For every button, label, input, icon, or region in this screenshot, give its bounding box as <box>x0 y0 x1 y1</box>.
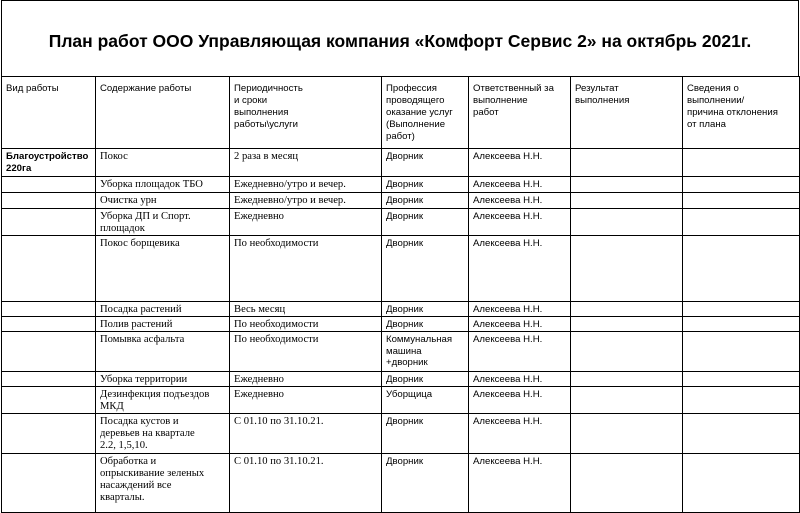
cell-period: Ежедневно <box>230 372 382 387</box>
cell-kind <box>2 414 96 454</box>
column-header: Вид работы <box>2 77 96 149</box>
cell-result <box>571 372 683 387</box>
cell-content: Обработка и опрыскивание зеленых насаждений все кварталы. <box>96 454 230 513</box>
cell-result <box>571 177 683 193</box>
cell-kind <box>2 372 96 387</box>
cell-result <box>571 209 683 236</box>
cell-period: Весь месяц <box>230 302 382 317</box>
work-plan-document <box>1 0 799 501</box>
cell-kind <box>2 302 96 317</box>
cell-content: Дезинфекция подъездов МКД <box>96 387 230 414</box>
cell-kind <box>2 236 96 302</box>
cell-result <box>571 332 683 372</box>
cell-content: Помывка асфальта <box>96 332 230 372</box>
cell-kind: Благоустройство 220га <box>2 149 96 177</box>
cell-period: С 01.10 по 31.10.21. <box>230 414 382 454</box>
cell-profession: Дворник <box>382 454 469 513</box>
cell-result <box>571 302 683 317</box>
cell-kind <box>2 209 96 236</box>
cell-responsible: Алексеева Н.Н. <box>469 236 571 302</box>
cell-notes <box>683 209 800 236</box>
cell-period: Ежедневно <box>230 209 382 236</box>
cell-content: Полив растений <box>96 317 230 332</box>
cell-notes <box>683 317 800 332</box>
table-row <box>2 414 800 454</box>
cell-kind <box>2 177 96 193</box>
cell-content: Покос <box>96 149 230 177</box>
cell-profession: Дворник <box>382 193 469 209</box>
cell-period: 2 раза в месяц <box>230 149 382 177</box>
cell-content: Очистка урн <box>96 193 230 209</box>
cell-result <box>571 317 683 332</box>
cell-kind <box>2 193 96 209</box>
cell-notes <box>683 149 800 177</box>
cell-responsible: Алексеева Н.Н. <box>469 387 571 414</box>
table-header-row <box>2 77 800 149</box>
cell-profession: Дворник <box>382 302 469 317</box>
cell-result <box>571 387 683 414</box>
cell-result <box>571 149 683 177</box>
table-row <box>2 209 800 236</box>
column-header: Периодичность и сроки выполнения работы\услуги <box>230 77 382 149</box>
cell-kind <box>2 332 96 372</box>
cell-result <box>571 454 683 513</box>
cell-responsible: Алексеева Н.Н. <box>469 302 571 317</box>
cell-notes <box>683 387 800 414</box>
cell-content: Посадка кустов и деревьев на квартале 2.2, 1,5,10. <box>96 414 230 454</box>
cell-responsible: Алексеева Н.Н. <box>469 454 571 513</box>
table-row <box>2 387 800 414</box>
cell-profession: Уборщица <box>382 387 469 414</box>
table-row <box>2 317 800 332</box>
cell-responsible: Алексеева Н.Н. <box>469 149 571 177</box>
cell-period: Ежедневно <box>230 387 382 414</box>
cell-notes <box>683 302 800 317</box>
cell-period: По необходимости <box>230 332 382 372</box>
document-title: План работ ООО Управляющая компания «Комфорт Сервис 2» на октябрь 2021г. <box>1 1 799 76</box>
cell-notes <box>683 332 800 372</box>
cell-notes <box>683 193 800 209</box>
cell-profession: Коммунальная машина +дворник <box>382 332 469 372</box>
column-header: Результат выполнения <box>571 77 683 149</box>
cell-period: Ежедневно/утро и вечер. <box>230 193 382 209</box>
cell-responsible: Алексеева Н.Н. <box>469 317 571 332</box>
cell-notes <box>683 372 800 387</box>
cell-responsible: Алексеева Н.Н. <box>469 193 571 209</box>
table-row <box>2 149 800 177</box>
table-row <box>2 236 800 302</box>
cell-notes <box>683 454 800 513</box>
table-row <box>2 454 800 513</box>
cell-profession: Дворник <box>382 177 469 193</box>
cell-profession: Дворник <box>382 236 469 302</box>
cell-period: По необходимости <box>230 317 382 332</box>
cell-content: Покос борщевика <box>96 236 230 302</box>
cell-content: Уборка территории <box>96 372 230 387</box>
cell-notes <box>683 177 800 193</box>
cell-notes <box>683 414 800 454</box>
cell-content: Посадка растений <box>96 302 230 317</box>
cell-period: По необходимости <box>230 236 382 302</box>
cell-profession: Дворник <box>382 414 469 454</box>
table-row <box>2 332 800 372</box>
cell-result <box>571 414 683 454</box>
cell-kind <box>2 387 96 414</box>
cell-kind <box>2 454 96 513</box>
column-header: Профессия проводящего оказание услуг (Выполнение работ) <box>382 77 469 149</box>
cell-profession: Дворник <box>382 317 469 332</box>
column-header: Ответственный за выполнение работ <box>469 77 571 149</box>
work-plan-table <box>1 76 800 513</box>
table-row <box>2 193 800 209</box>
table-row <box>2 302 800 317</box>
cell-result <box>571 236 683 302</box>
cell-profession: Дворник <box>382 372 469 387</box>
cell-period: С 01.10 по 31.10.21. <box>230 454 382 513</box>
cell-kind <box>2 317 96 332</box>
cell-profession: Дворник <box>382 149 469 177</box>
cell-responsible: Алексеева Н.Н. <box>469 209 571 236</box>
cell-responsible: Алексеева Н.Н. <box>469 414 571 454</box>
cell-result <box>571 193 683 209</box>
cell-content: Уборка площадок ТБО <box>96 177 230 193</box>
cell-period: Ежедневно/утро и вечер. <box>230 177 382 193</box>
cell-responsible: Алексеева Н.Н. <box>469 372 571 387</box>
cell-profession: Дворник <box>382 209 469 236</box>
cell-responsible: Алексеева Н.Н. <box>469 177 571 193</box>
column-header: Сведения о выполнении/ причина отклонения от плана <box>683 77 800 149</box>
cell-content: Уборка ДП и Спорт. площадок <box>96 209 230 236</box>
table-row <box>2 177 800 193</box>
cell-responsible: Алексеева Н.Н. <box>469 332 571 372</box>
column-header: Содержание работы <box>96 77 230 149</box>
cell-notes <box>683 236 800 302</box>
table-row <box>2 372 800 387</box>
